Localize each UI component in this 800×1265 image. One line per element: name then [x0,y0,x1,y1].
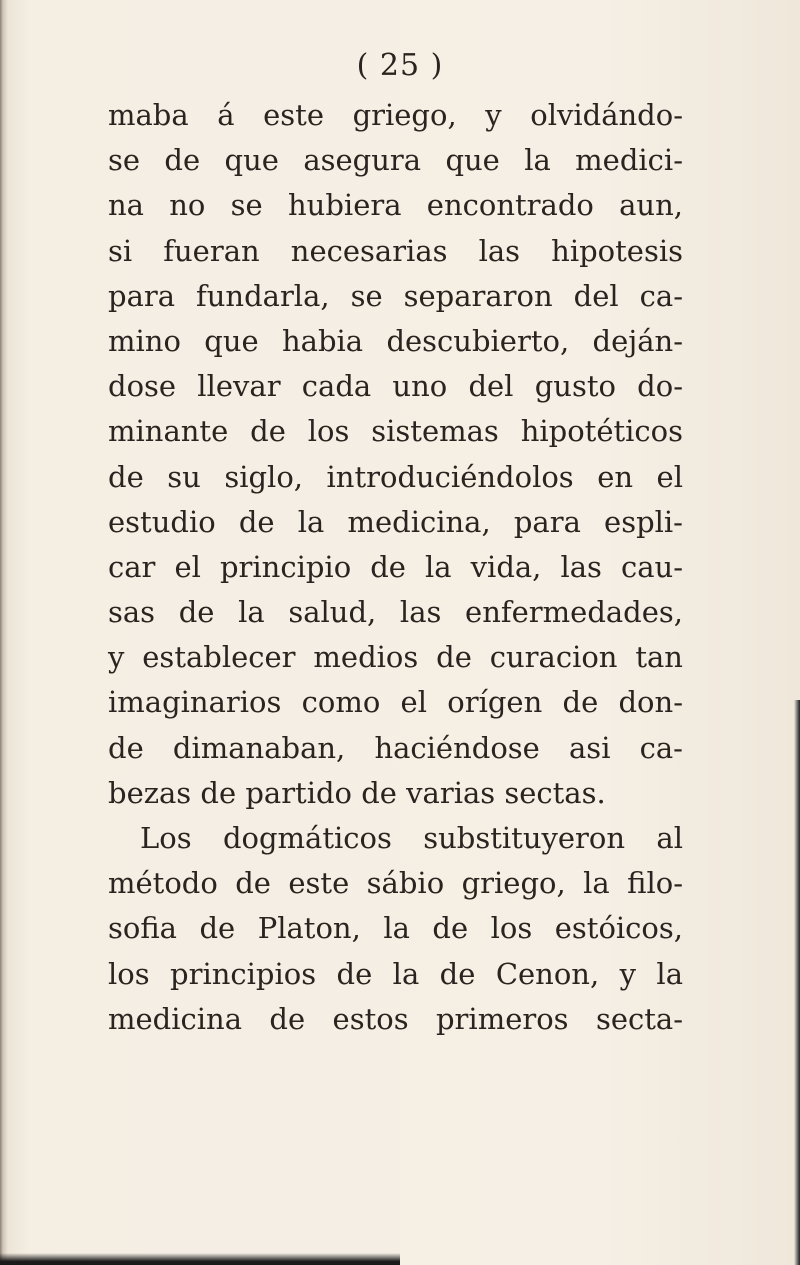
page-binding-edge [0,0,8,1265]
text-line: na no se hubiera encontrado aun, [108,188,683,223]
text-line: de dimanaban, haciéndose asi ca- [108,730,683,765]
text-line: maba á este griego, y olvidándo- [108,98,683,132]
text-line: minante de los sistemas hipotéticos [108,414,683,449]
text-line: sofia de Platon, la de los estóicos, [108,911,683,946]
text-line-paragraph-start: Los dogmáticos substituyeron al [140,821,683,855]
text-line: imaginarios como el orígen de don- [108,685,683,720]
text-line: medicina de estos primeros secta- [108,1001,683,1036]
text-line: si fueran necesarias las hipotesis [108,233,683,268]
page-bottom-shadow [0,1253,400,1265]
text-line: los principios de la de Cenon, y la [108,956,683,991]
page-number: ( 25 ) [356,48,444,83]
text-line: y establecer medios de curacion tan [108,640,683,675]
text-line: dose llevar cada uno del gusto do- [108,369,683,404]
body-text [108,93,683,1042]
text-line: estudio de la medicina, para espli- [108,504,683,539]
text-line: método de este sábio griego, la filo- [108,866,683,901]
text-line: mino que habia descubierto, deján- [108,323,683,358]
text-line: para fundarla, se separaron del ca- [108,278,683,313]
text-line: bezas de partido de varias sectas. [108,775,606,810]
text-line: sas de la salud, las enfermedades, [108,595,683,630]
text-line: se de que asegura que la medici- [108,143,683,178]
text-line: de su siglo, introduciéndolos en el [108,459,683,494]
text-line: car el principio de la vida, las cau- [108,549,683,584]
page-right-shadow [794,700,800,1265]
